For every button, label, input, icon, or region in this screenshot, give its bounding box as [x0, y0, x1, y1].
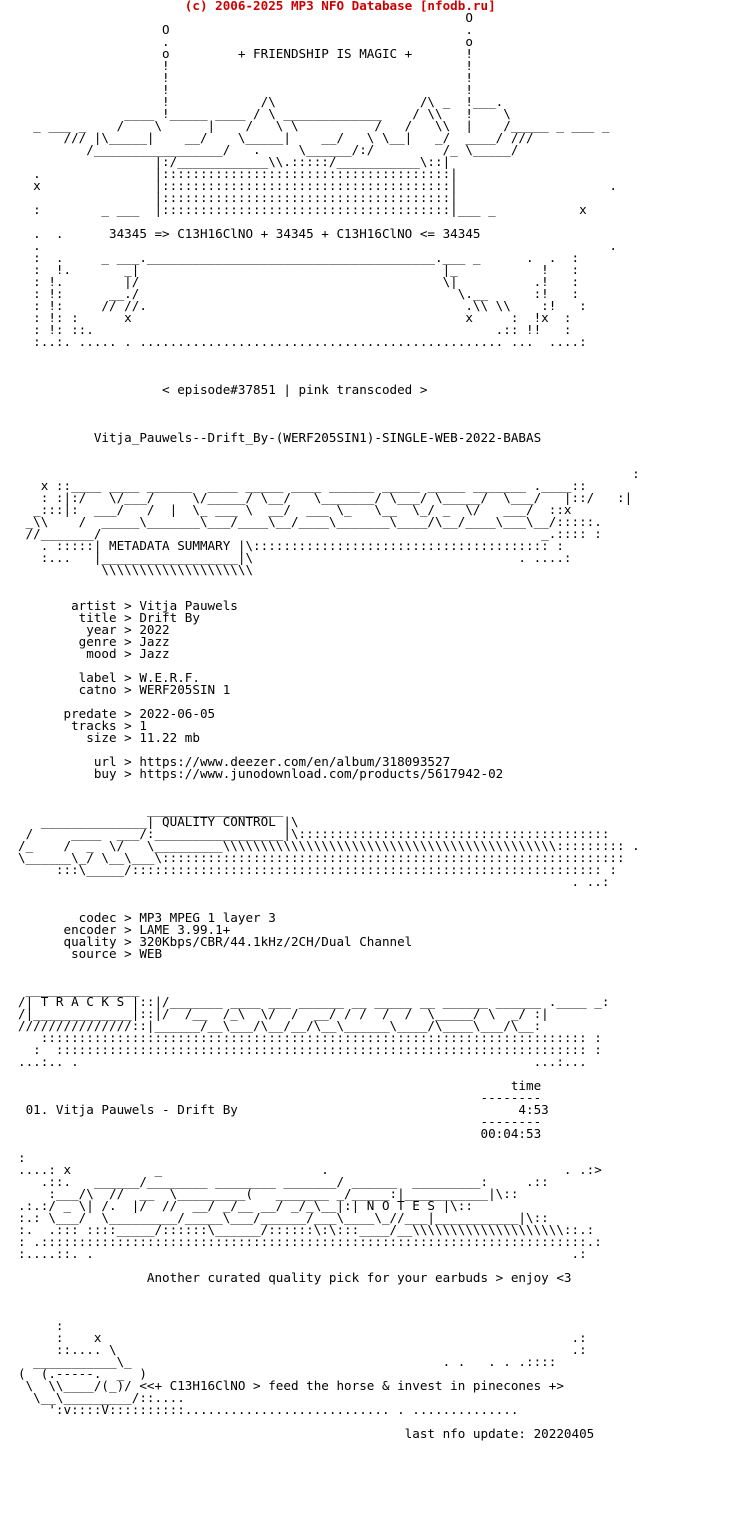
art-line: :.: \___/ \_________/_____\___/______/___\____\_//___|___________|\::: [18, 1210, 549, 1225]
quality-quality: quality > 320Kbps/CBR/44.1kHz/2CH/Dual Channel: [18, 934, 413, 949]
meta-title: title > Drift By: [18, 610, 200, 625]
footer-slogan: \ \\____/(_)/ <<+ C13H16ClNO > feed the horse & invest in pinecones +>: [18, 1378, 564, 1393]
metadata-banner: [18, 468, 718, 576]
meta-genre: genre > Jazz: [18, 634, 170, 649]
art-line: :... |__________________|\ . ....:: [18, 550, 572, 565]
art-line: ( (.-----. _ ): [18, 1366, 147, 1381]
nfo-document: [18, 0, 718, 1440]
art-line: x |::::::::::::::::::::::::::::::::::::::| .: [18, 178, 617, 193]
meta-mood: mood > Jazz: [18, 646, 170, 661]
quality-encoder: encoder > LAME 3.99.1+: [18, 922, 231, 937]
art-line: / ____ ___/:_________________|\:::::::::::::::::::::::::::::::::::::::::: [18, 826, 610, 841]
art-top: [18, 12, 718, 216]
track-row: 01. Vitja Pauwels - Drift By 4:53: [18, 1102, 549, 1117]
art-line: : :|:/ \/___/ \/_____/ \__/ \_______/ \___/ \_____/ \___/ |::/ :|: [18, 490, 633, 505]
art-line: /|_____________|::|/ /__ /_\ \/ / __/ / / / / \_____/ \ _/ :|: [18, 1006, 549, 1021]
total-rule: --------: [18, 1114, 542, 1129]
art-line: :. .::: ::::_____/::::::\______/::::::\:\:::____/__\\\\\\\\\\\\\\\\\\\\::.:: [18, 1222, 595, 1237]
meta-year: year > 2022: [18, 622, 170, 637]
art-line: :___/\ // __ \_________( _______ _/_____:|___________|\::: [18, 1186, 519, 1201]
art-line: ! !: [18, 58, 473, 73]
meta-url: url > https://www.deezer.com/en/album/318093527: [18, 754, 451, 769]
art-line: : !. |/ \| .! :: [18, 274, 580, 289]
art-line: ....: x _ . . .:>: [18, 1162, 602, 1177]
art-line: :::\_____/:::::::::::::::::::::::::::::::::::::::::::::::::::::::::::::: :: [18, 862, 617, 877]
metadata-section: [18, 600, 718, 780]
art-line: /// |\_____| __/ \_____| __/ \ \__| _/ ____/ ///: [18, 130, 534, 145]
art-line: . ..:: [18, 874, 610, 889]
quality-control-title: ______________| QUALITY CONTROL |\: [18, 814, 299, 829]
time-header: time: [18, 1078, 542, 1093]
art-line: :: [18, 1150, 26, 1165]
art-line: : :::::::::::::::::::::::::::::::::::::::::::::::::::::::::::::::::::::: :: [18, 1042, 602, 1057]
art-line: //_______/ _.:::: :: [18, 526, 602, 541]
art-line: :::::::::::::::::::::::::::::::::::::::::::::::::::::::::::::::::::::::: :: [18, 1030, 602, 1045]
art-line: ___________\_ . . . . .::::: [18, 1354, 557, 1369]
art-line: /_________________/ . \______/:/ /_ \_____/: [18, 142, 519, 157]
art-line: ____ !_____ ____ / \ _____________ / \\ ! \: [18, 106, 511, 121]
art-line: \______\_/ \__\___\:::::::::::::::::::::::::::::::::::::::::::::::::::::::::::::: [18, 850, 625, 865]
meta-catno: catno > WERF205SIN 1: [18, 682, 231, 697]
art-line: ! !: [18, 82, 473, 97]
art-line: :....::. . .:: [18, 1246, 587, 1261]
art-bridge: [18, 240, 718, 348]
tracks-banner: [18, 984, 718, 1068]
meta-predate: predate > 2022-06-05: [18, 706, 216, 721]
art-line: : !: __./ \.__ :! :: [18, 286, 580, 301]
art-line: o + FRIENDSHIP IS MAGIC + !: [18, 46, 473, 61]
release-name: Vitja_Pauwels--Drift_By-(WERF205SIN1)-SINGLE-WEB-2022-BABAS: [18, 430, 542, 445]
notes-text: Another curated quality pick for your earbuds > enjoy <3: [18, 1270, 572, 1285]
art-line: _:::|: ___/ / | \_ ___ \ __/ ___ \_ \__ \_/ _ \/ ___/ ::x: [18, 502, 572, 517]
art-line: ...:.. . ...:...: [18, 1054, 587, 1069]
art-line: O .: [18, 22, 473, 37]
art-line: :: [18, 1318, 64, 1333]
art-line: x ::____ ____ ______ ____ _____ ____ ______ _____ _____ _______ .____::: [18, 478, 587, 493]
art-line: :..:. ..... . ................................................ ... ....:: [18, 334, 587, 349]
art-line: _\\ / _____\_______\___/____\__/____\_______\____/\__/____\___\__/:::::.: [18, 514, 602, 529]
art-line: ! /\ /\ _ !___.: [18, 94, 504, 109]
art-line: ! !: [18, 70, 473, 85]
art-line: : x .:: [18, 1330, 587, 1345]
meta-size: size > 11.22 mb: [18, 730, 200, 745]
art-line: : !: ::. .:: !! :: [18, 322, 572, 337]
meta-buy: buy > https://www.junodownload.com/products/5617942-02: [18, 766, 504, 781]
art-line: /_ / _ \/ \_________\\\\\\\\\\\\\\\\\\\\\\\\\\\\\\\\\\\\\\\\\\\\::::::::: .: [18, 838, 640, 853]
tracks-title: /| T R A C K S |::|/_______ ____ ___ ______ __ _____ __ ______ ______ .____ _:: [18, 994, 610, 1009]
episode-line: < episode#37851 | pink transcoded >: [18, 382, 428, 397]
copyright-header: (c) 2006-2025 MP3 NFO Database [nfodb.ru]: [18, 0, 496, 13]
art-line: ::.... \ .:: [18, 1342, 587, 1357]
metadata-summary-title: . :::::| METADATA SUMMARY |\::::::::::::::::::::::::::::::::::::::: :: [18, 538, 564, 553]
art-line: [18, 1140, 718, 1152]
art-line: . .: [18, 238, 617, 253]
art-line: |:/____________\\.:::::/___________\::|: [18, 154, 451, 169]
art-line: : !: : x x : !x :: [18, 310, 572, 325]
footer-art: [18, 1320, 718, 1416]
art-line: O: [18, 10, 473, 25]
art-line: : . _ ___.______________________________________.___ _ . . :: [18, 250, 580, 265]
chemical-formula: . . 34345 => C13H16ClNO + 34345 + C13H16ClNO <= 34345: [18, 226, 481, 241]
art-line: . |::::::::::::::::::::::::::::::::::::::|: [18, 166, 458, 181]
tracks-section: [18, 1080, 718, 1140]
art-line: :: [18, 466, 640, 481]
quality-source: source > WEB: [18, 946, 163, 961]
art-line: \__\_________/::....: [18, 1390, 185, 1405]
quality-codec: codec > MP3 MPEG 1 layer 3: [18, 910, 276, 925]
meta-tracks: tracks > 1: [18, 718, 147, 733]
art-line: : !: // //. .\\ \\ :! :: [18, 298, 587, 313]
meta-artist: artist > Vitja Pauwels: [18, 598, 238, 613]
quality-section: [18, 912, 718, 960]
art-line: ///////////////::|______/__\___/\__/__/\__\______\____/\____\___/\__:: [18, 1018, 542, 1033]
quality-banner: [18, 804, 718, 888]
time-rule: --------: [18, 1090, 542, 1105]
notes-banner: [18, 1140, 718, 1260]
art-line: __________________: [18, 802, 284, 817]
art-line: : .::::::::::::::::::::::::::::::::::::::::::::::::::::::::::::::::::::::::.:: [18, 1234, 602, 1249]
art-line: ':v::::V::::::::::........................... . ..............: [18, 1402, 519, 1417]
art-line: _______________: [18, 982, 140, 997]
art-line: \\\\\\\\\\\\\\\\\\\\: [18, 562, 254, 577]
notes-title: .:.:/ _ \| /. |/ // __/ _/__ __/ _/_\__|:| N O T E S |\::: [18, 1198, 473, 1213]
last-update: last nfo update: 20220405: [18, 1426, 595, 1441]
art-line: |::::::::::::::::::::::::::::::::::::::|: [18, 190, 458, 205]
total-time: 00:04:53: [18, 1126, 542, 1141]
art-line: .::. ______/________ ________ _______/ ______ _________: .::: [18, 1174, 549, 1189]
art-line: : !. _| |_ ! :: [18, 262, 580, 277]
art-line: : _ ___ |::::::::::::::::::::::::::::::::::::::|___ _ x: [18, 202, 587, 217]
art-line: . o: [18, 34, 473, 49]
art-line: _ ___ _ / \ | / \ \ / / \\ | /_____ _ ___ _: [18, 118, 610, 133]
meta-label: label > W.E.R.F.: [18, 670, 200, 685]
